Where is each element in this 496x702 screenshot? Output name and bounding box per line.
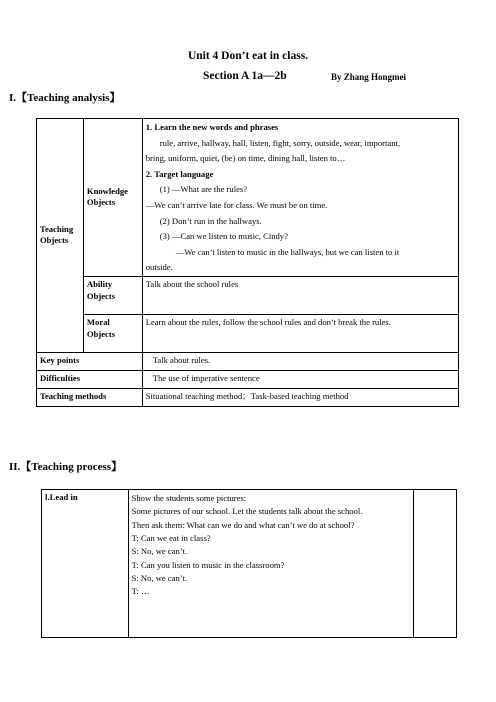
table-row bbox=[37, 119, 459, 277]
section-subtitle: Section A 1a—2b bbox=[203, 70, 287, 82]
knowledge-heading-2: 2. Target language bbox=[145, 168, 214, 179]
teaching-objects-label: Teaching Objects bbox=[37, 119, 84, 353]
ability-objects-label: Ability Objects bbox=[83, 276, 142, 314]
target-language-line: —We can’t arrive late for class. We must be on time. bbox=[145, 199, 328, 210]
notes-column bbox=[414, 490, 457, 638]
document-title: Unit 4 Don’t eat in class. bbox=[187, 50, 309, 62]
moral-objects-label: Moral Objects bbox=[83, 314, 142, 352]
process-line: T: … bbox=[131, 586, 150, 597]
target-language-line: (3) —Can we listen to music, Cindy? bbox=[159, 231, 288, 242]
process-line: Then ask them: What can we do and what can’t we do at school? bbox=[131, 519, 355, 530]
table-row bbox=[42, 490, 457, 638]
process-line: S: No, we can’t. bbox=[131, 572, 188, 583]
section-heading-process: II.【Teaching process】 bbox=[9, 461, 123, 473]
words-line-1: rule, arrive, hallway, hall, listen, fight, sorry, outside, wear, important, bbox=[159, 137, 401, 148]
process-line: T: Can you listen to music in the classroom? bbox=[131, 559, 285, 570]
difficulties-label: Difficulties bbox=[37, 370, 143, 388]
knowledge-objects-content bbox=[142, 119, 458, 277]
teaching-methods-content: Situational teaching method；Task-based teaching method bbox=[142, 388, 458, 406]
key-points-label: Key points bbox=[37, 352, 143, 370]
teaching-analysis-table bbox=[36, 118, 459, 407]
target-language-line: outside. bbox=[145, 262, 173, 273]
difficulties-content: The use of imperative sentence bbox=[142, 370, 458, 388]
table-row bbox=[37, 276, 459, 314]
target-language-line: (2) Don’t run in the hallways. bbox=[159, 215, 262, 226]
author: By Zhang Hongmei bbox=[331, 72, 407, 82]
lead-in-content bbox=[128, 490, 414, 638]
table-row bbox=[37, 370, 459, 388]
teaching-methods-label: Teaching methods bbox=[37, 388, 143, 406]
target-language-line: —We can’t listen to music in the hallways, but we can listen to it bbox=[175, 246, 400, 257]
process-line: Some pictures of our school. Let the students talk about the school. bbox=[131, 506, 363, 517]
knowledge-heading-1: 1. Learn the new words and phrases bbox=[145, 122, 279, 132]
table-row bbox=[37, 314, 459, 352]
words-line-2: bring, uniform, quiet, (be) on time, dining hall, listen to… bbox=[145, 153, 346, 164]
section-heading-analysis: I.【Teaching analysis】 bbox=[9, 92, 121, 104]
ability-objects-content: Talk about the school rules bbox=[142, 276, 458, 314]
table-row bbox=[37, 388, 459, 406]
process-line: S: No, we can’t. bbox=[131, 546, 188, 557]
knowledge-objects-label: Knowledge Objects bbox=[83, 119, 142, 277]
process-line: T: Can we eat in class? bbox=[131, 532, 211, 543]
key-points-content: Talk about rules. bbox=[142, 352, 458, 370]
process-line: Show the students some pictures: bbox=[131, 493, 247, 503]
target-language-line: (1) —What are the rules? bbox=[159, 184, 248, 195]
lead-in-label: Ⅰ.Lead in bbox=[42, 490, 129, 638]
moral-objects-content: Learn about the rules, follow the school rules and don’t break the rules. bbox=[142, 314, 458, 352]
teaching-process-table bbox=[41, 489, 457, 638]
table-row bbox=[37, 352, 459, 370]
